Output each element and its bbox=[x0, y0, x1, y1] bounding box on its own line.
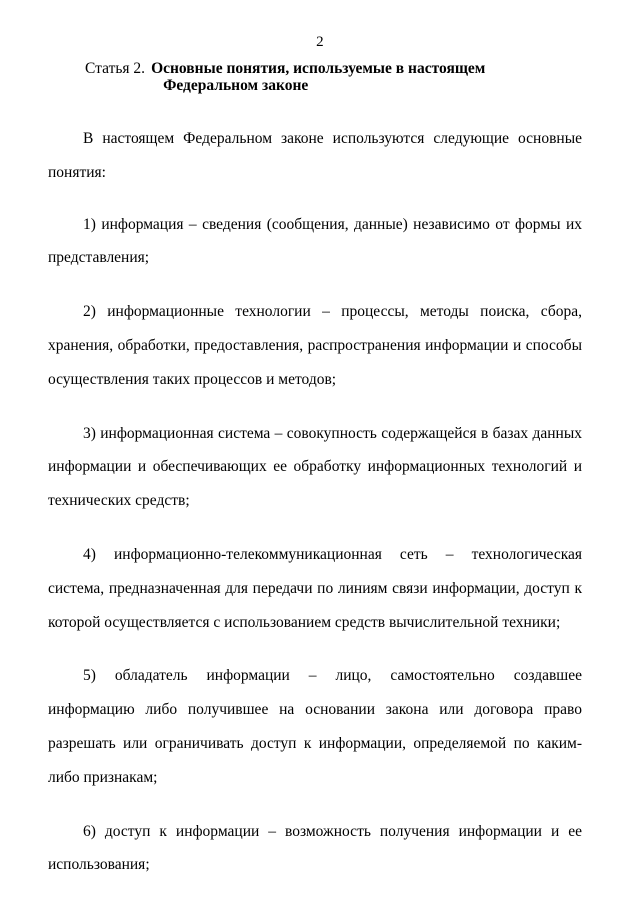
article-title-line-2: Федеральном законе bbox=[163, 77, 309, 94]
article-title-line-1: Основные понятия, используемые в настоящем bbox=[151, 60, 486, 77]
definition-information-technologies: 2) информационные технологии – процессы, методы поиска, сбора, хранения, обработки, предоставления, распространения информации и способы осуществления таких процессов и методов; bbox=[48, 303, 582, 388]
intro-paragraph: В настоящем Федеральном законе используются следующие основные понятия: bbox=[48, 130, 582, 181]
definition-telecommunication-network: 4) информационно-телекоммуникационная сеть – технологическая система, предназначенная для передачи по линиям связи информации, доступ к которой осуществляется с использованием средств вычислительной техники; bbox=[48, 545, 582, 631]
definition-information: 1) информация – сведения (сообщения, данные) независимо от формы их представления; bbox=[48, 215, 582, 267]
article-heading bbox=[85, 60, 565, 94]
definition-information-system: 3) информационная система – совокупность содержащейся в базах данных информации и обеспечивающих ее обработку информационных технологий и технических средств; bbox=[48, 424, 582, 510]
article-title bbox=[151, 60, 485, 94]
article-number: Статья 2. bbox=[85, 60, 146, 77]
page-number: 2 bbox=[316, 34, 324, 50]
definition-access-to-information: 6) доступ к информации – возможность получения информации и ее использования; bbox=[48, 822, 582, 874]
article-body bbox=[48, 122, 582, 902]
definition-information-owner: 5) обладатель информации – лицо, самостоятельно создавшее информацию либо получившее на основании закона или договора право разрешать или ограничивать доступ к информации, определяемой по каким-либо признакам; bbox=[48, 667, 582, 786]
